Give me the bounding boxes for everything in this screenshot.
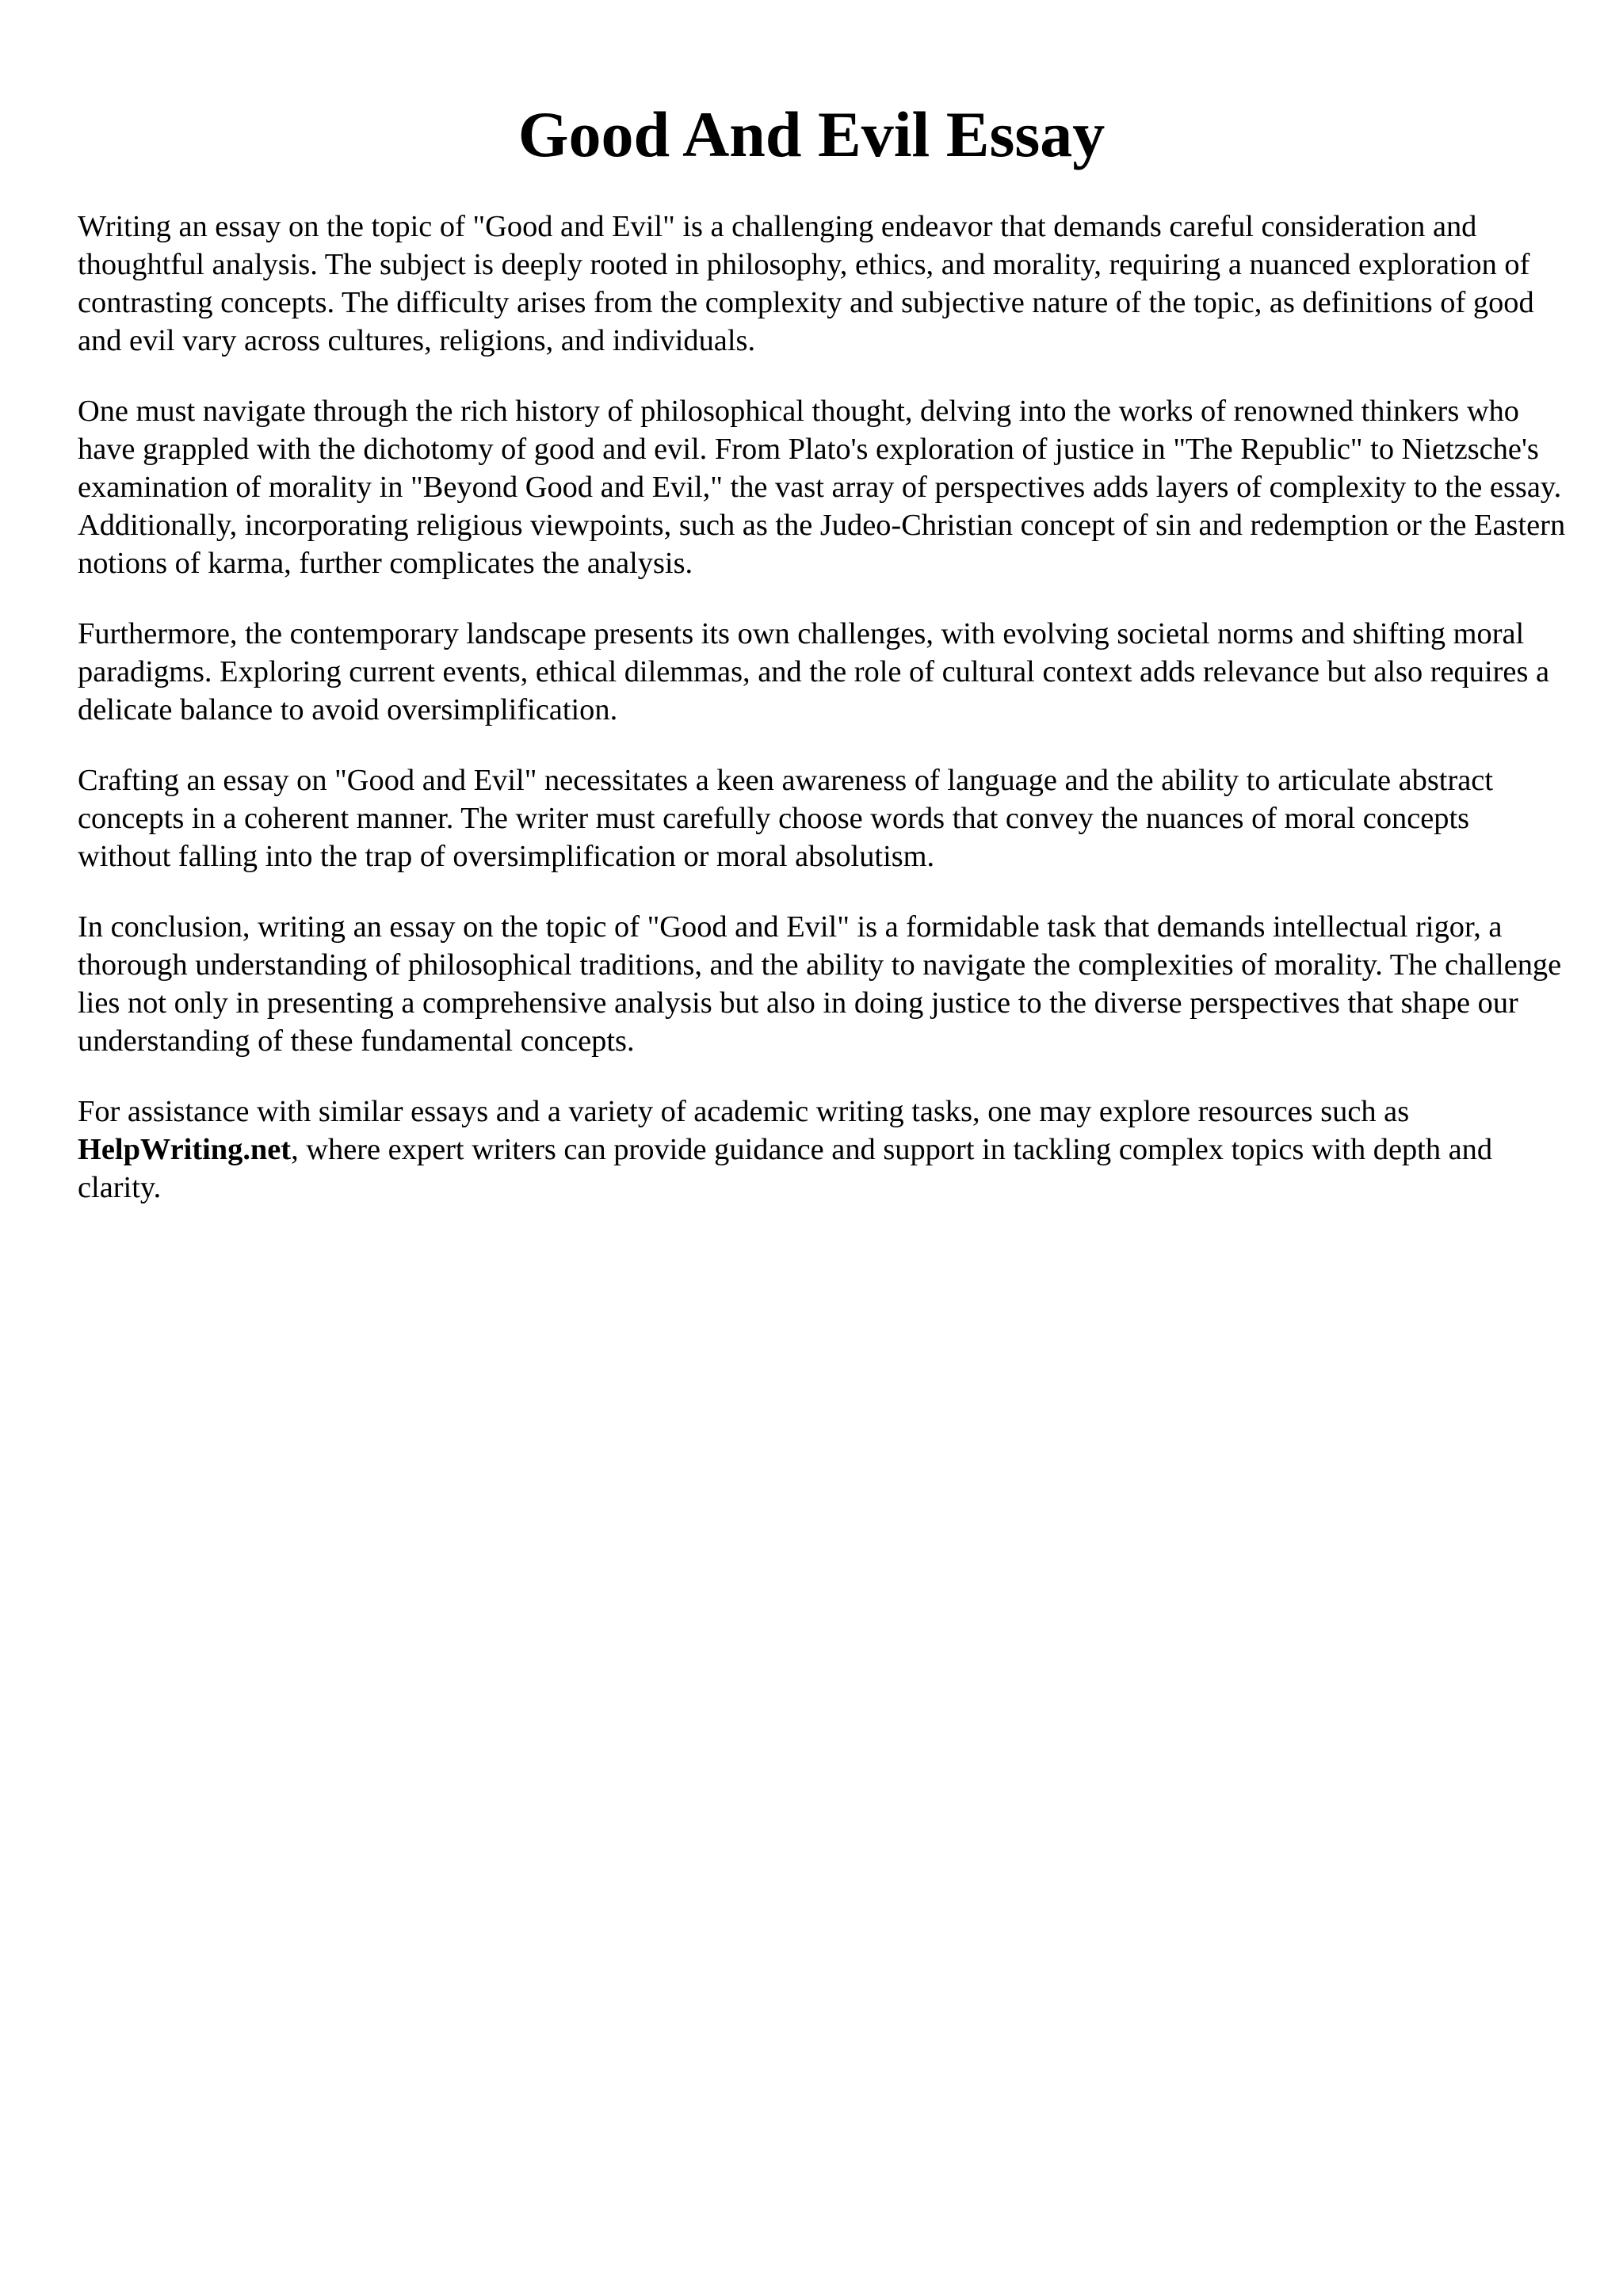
paragraph-philosophy: One must navigate through the rich history of philosophical thought, delving into the works of renowned thinkers who have grappled with the dichotomy of good and evil. From Plato's exploration of justice in "The Republic" to Nietzsche's examination of morality in "Beyond Good and Evil," the vast array of perspectives adds layers of complexity to the essay. Additionally, incorporating religious viewpoints, such as the Judeo-Christian concept of sin and redemption or the Eastern notions of karma, further complicates the analysis.	[78, 395, 1566, 580]
paragraph-conclusion: In conclusion, writing an essay on the topic of "Good and Evil" is a formidable task that demands intellectual rigor, a thorough understanding of philosophical traditions, and the ability to navigate the complexities of morality. The challenge lies not only in presenting a comprehensive analysis but also in doing justice to the diverse perspectives that shape our understanding of these fundamental concepts.	[78, 910, 1562, 1058]
essay-body	[78, 208, 1568, 1239]
paragraph-language: Crafting an essay on "Good and Evil" necessitates a keen awareness of language and the ability to articulate abstract concepts in a coherent manner. The writer must carefully choose words that convey the nuances of moral concepts without falling into the trap of oversimplification or moral absolutism.	[78, 764, 1494, 873]
paragraph-intro: Writing an essay on the topic of "Good and Evil" is a challenging endeavor that demands careful consideration and thoughtful analysis. The subject is deeply rooted in philosophy, ethics, and morality, requiring a nuanced exploration of contrasting concepts. The difficulty arises from the complexity and subjective nature of the topic, as definitions of good and evil vary across cultures, religions, and individuals.	[78, 210, 1534, 357]
brand-link[interactable]: HelpWriting.net	[78, 1133, 292, 1166]
paragraph-closing	[78, 1093, 1568, 1207]
closing-intro-text: For assistance with similar essays and a variety of academic writing tasks, one may explore resources such as	[78, 1095, 1410, 1128]
closing-outro-text: , where expert writers can provide guidance and support in tackling complex topics with depth and clarity.	[78, 1133, 1493, 1204]
paragraph-contemporary: Furthermore, the contemporary landscape presents its own challenges, with evolving societal norms and shifting moral paradigms. Exploring current events, ethical dilemmas, and the role of cultural context adds relevance but also requires a delicate balance to avoid oversimplification.	[78, 617, 1550, 727]
page-title: Good And Evil Essay	[517, 98, 1106, 170]
